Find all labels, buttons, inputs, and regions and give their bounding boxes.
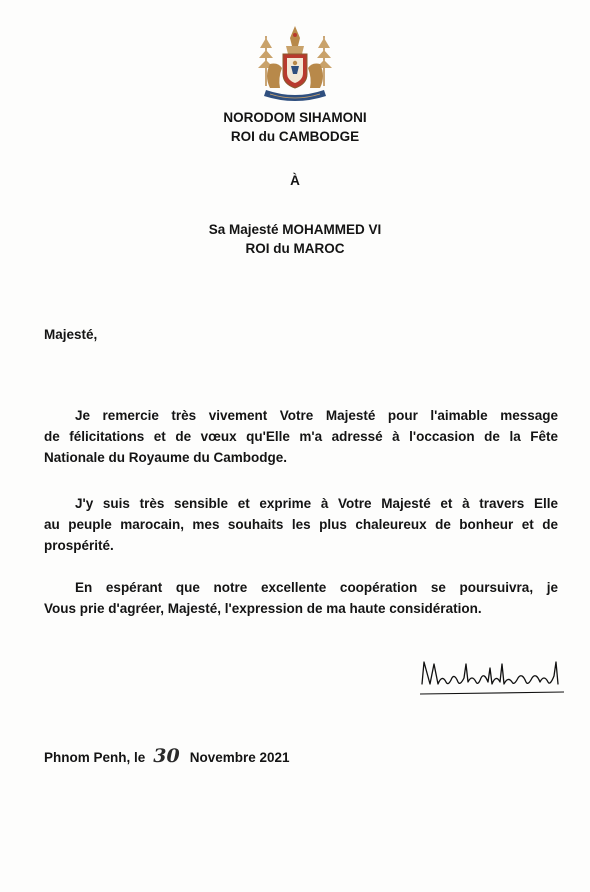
handwritten-signature-icon xyxy=(418,654,566,698)
sender-block xyxy=(0,108,590,146)
date-day: 30 xyxy=(153,745,180,767)
royal-arms-of-cambodia-icon xyxy=(256,24,334,106)
paragraph-line: En espérant que notre excellente coopération se poursuivra, je xyxy=(75,580,558,595)
paragraph-1 xyxy=(44,405,558,468)
date-month-year: Novembre 2021 xyxy=(189,750,290,765)
date-line xyxy=(44,746,290,768)
sender-name: NORODOM SIHAMONI xyxy=(223,110,367,125)
recipient-name: Sa Majesté MOHAMMED VI xyxy=(208,222,382,237)
to-label: À xyxy=(290,173,300,188)
salutation: Majesté, xyxy=(44,327,98,342)
recipient-block xyxy=(0,220,590,258)
paragraph-line: prospérité. xyxy=(44,538,114,553)
paragraph-line: J'y suis très sensible et exprime à Votre Majesté et à travers Elle xyxy=(75,496,558,511)
paragraph-line: Je remercie très vivement Votre Majesté pour l'aimable message xyxy=(75,408,558,423)
addressee-to xyxy=(0,171,590,190)
sender-title: ROI du CAMBODGE xyxy=(230,129,360,144)
paragraph-line: Nationale du Royaume du Cambodge. xyxy=(44,450,288,465)
paragraph-line: de félicitations et de vœux qu'Elle m'a adressé à l'occasion de la Fête xyxy=(44,429,558,444)
paragraph-line: au peuple marocain, mes souhaits les plus chaleureux de bonheur et de xyxy=(44,517,558,532)
recipient-title: ROI du MAROC xyxy=(245,241,345,256)
paragraph-2 xyxy=(44,493,558,556)
paragraph-line: Vous prie d'agréer, Majesté, l'expression de ma haute considération. xyxy=(44,601,482,616)
date-place: Phnom Penh, le xyxy=(44,750,146,765)
paragraph-3 xyxy=(44,577,558,619)
